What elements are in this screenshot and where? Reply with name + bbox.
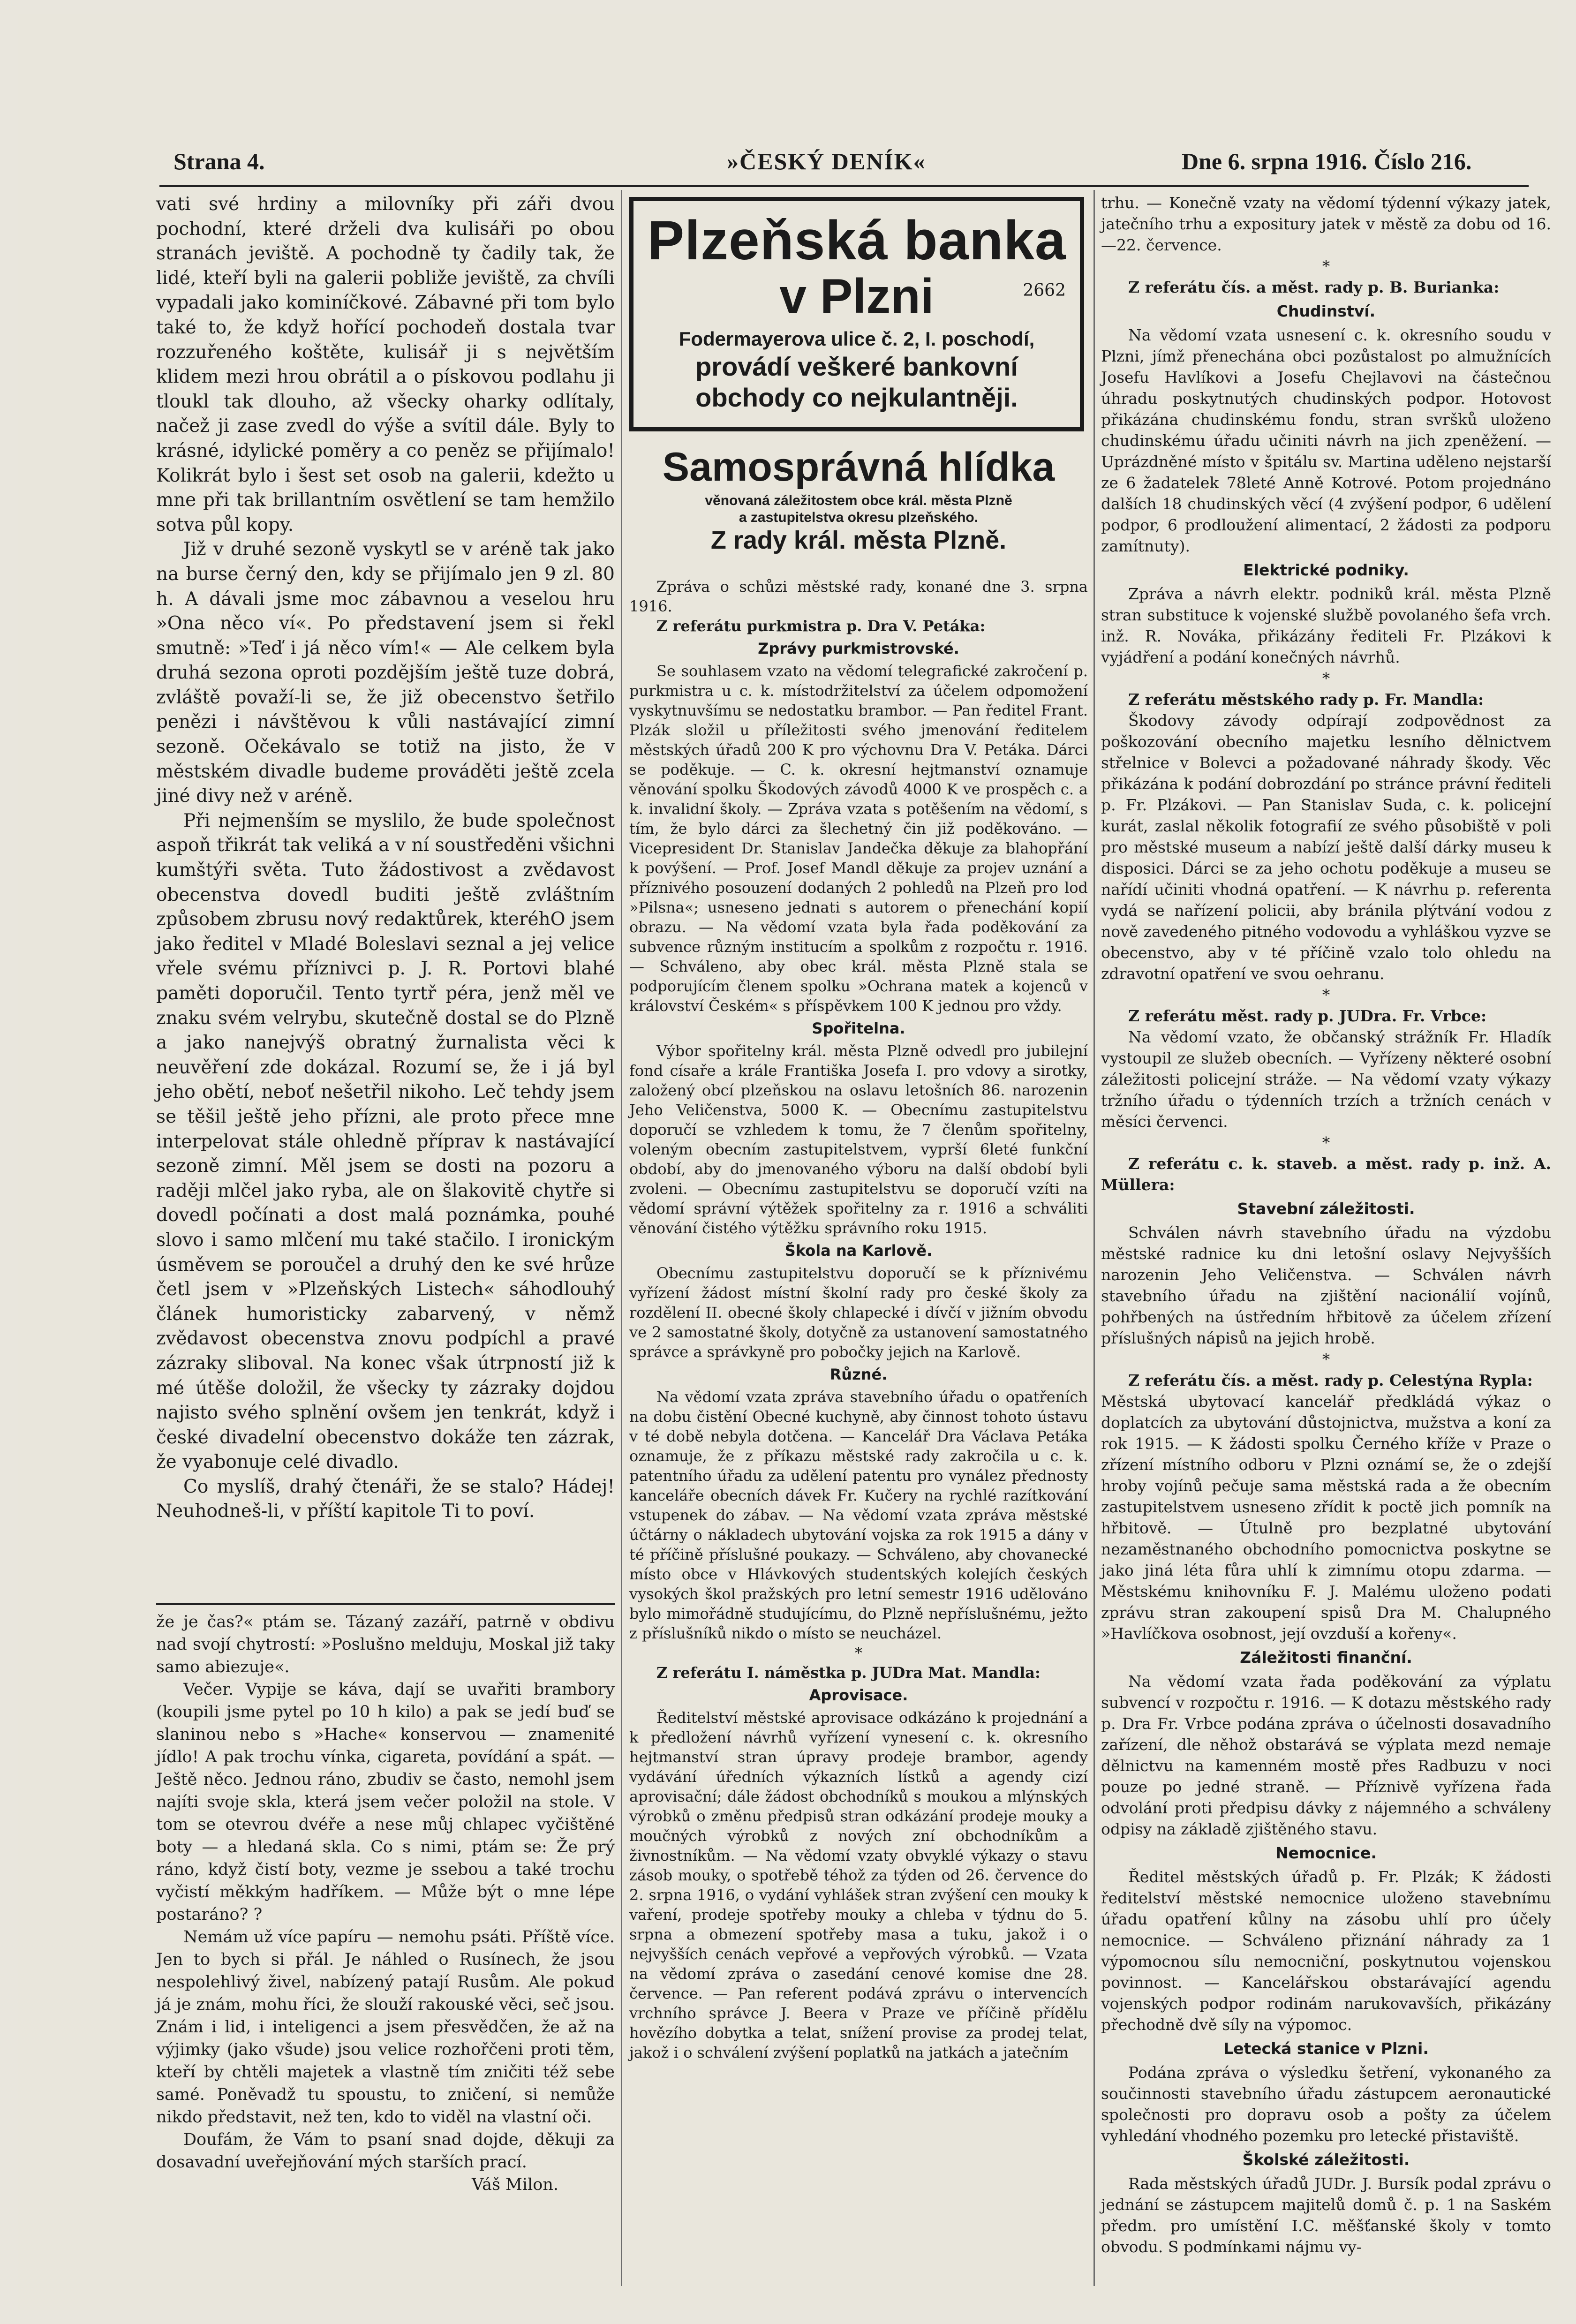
paragraph: Již v druhé sezoně vyskytl se v aréně tak jako na burse černý den, kdy se přijímalo jen 9 zl. 80 h. A dávali jsme moc zábavnou a veselou hru »Ona něco ví«. Po představení jsem si řekl smutně: »Teď i já něco vím!« — Ale celkem byla druhá sezona oproti pozdějším ještě tuze dobrá, zvláště považí-li se, že již obecenstvo šetřilo penězi i návštěvou k vůli nastávající zimní sezoně. Očekávalo se totiž na jisto, že v městském divadle budeme prováděti ještě zcela jiné divy než v aréně. (156, 539, 615, 807)
column-1-letter (156, 1611, 615, 2196)
paragraph: trhu. — Konečně vzaty na vědomí týdenní výkazy jatek, jatečního trhu a expositury jatek v městě za dobu od 16.—22. července. (1101, 194, 1551, 254)
paragraph: Na vědomí vzata zpráva stavebního úřadu o opatřeních na dobu čistění Obecné kuchyně, aby činnost tohoto ústavu v té době nebyla dotčena. — Kancelář Dra Václava Petáka oznamuje, že z příkazu městské rady zakročila u c. k. patentního úřadu za udělení patentu pro vynález přednosty kanceláře obecních dávek Fr. Kučery na rychlé razítkování vstupenek do zábav. — Na vědomí vzata zpráva městské účtárny o nákladech ubytování vojska za rok 1915 a dány v té příčině příslušné poukazy. — Schváleno, aby chovanecké místo obce v Hlávkových studentských kolejích českých vysokých škol pražských pro letní semestr 1916 udělováno bylo mimořádně studujícímu, do Plzně nepříslušnému, ježto z příslušníků nikdo o místo se neucházel. (629, 1388, 1088, 1642)
subheading: Letecká stanice v Plzni. (1223, 2039, 1429, 2058)
subheading: Záležitosti finanční. (1240, 1648, 1412, 1667)
ad-address: Fodermayerova ulice č. 2, I. poschodí, (679, 328, 1035, 350)
subheading: Škola na Karlově. (784, 1242, 933, 1260)
paragraph: že je čas?« ptám se. Tázaný zazáří, patrně v obdivu nad svojí chytrostí: »Poslušno melduju, Moskal již taky samo abiezuje«. (156, 1613, 615, 1676)
referent-heading: Z referátu čís. a měst. rady p. B. Burianka: (1128, 278, 1500, 296)
subheading: Stavební záležitosti. (1237, 1200, 1415, 1218)
ad-number: 2662 (1023, 281, 1066, 300)
signature: Váš Milon. (472, 2175, 558, 2194)
column-1-article (156, 192, 615, 1524)
bank-advertisement (629, 197, 1084, 431)
referent-heading: Z referátu měst. rady p. JUDra. Fr. Vrbce: (1128, 1007, 1487, 1025)
referent-heading: Z referátu purkmistra p. Dra V. Petáka: (656, 617, 986, 635)
separator-asterisk: * (1322, 986, 1330, 1004)
subheading: Chudinství. (1276, 302, 1376, 320)
column-3-reports (1101, 192, 1551, 2257)
paragraph: Se souhlasem vzato na vědomí telegrafické zakročení p. purkmistra u c. k. místodržitelství za účelem odpomožení vyskytnuvšímu se nedostatku brambor. — Pan ředitel Frant. Plzák složil u příležitosti svého jmenování ředitelem městských úřadů 200 K pro výchovnu Dra V. Petáka. Dárci se poděkuje. — C. k. okresní hejtmanství oznamuje věnování spolku Škodových závodů 4000 K ve prospěch c. a k. invalidní školy. — Zpráva vzata s potěšením na vědomí, s tím, že bylo dárci za šlechetný čin již poděkováno. — Vicepresident Dr. Stanislav Jandečka děkuje za blahopřání k povýšení. — Prof. Josef Mandl děkuje za projev uznání a příznivého posouzení dodaných 2 pohledů na Plzeň pro lod »Pilsna«; usneseno jednati s autorem o přenechání kopií obrazu. — Na vědomí vzata byla řada poděkování za subvence různým institucím a spolkům z rozpočtu r. 1916. — Schváleno, aby obec král. města Plzně stala se podporujícím členem spolku »Ochrana matek a kojenců v království Českém« s příspěvkem 100 K jednou pro vždy. (629, 662, 1088, 1015)
referent-heading: Z referátu I. náměstka p. JUDra Mat. Mandla: (656, 1664, 1041, 1682)
subheading: Nemocnice. (1275, 1844, 1377, 1862)
paragraph: Škodovy závody odpírají zodpovědnost za poškozování obecního majetku lesního dělnictvem střelnice v Bolevci a požadované náhrady škody. Věc přikázána k podání dobrozdání po stránce právní řediteli p. Fr. Plzákovi. — Pan Stanislav Suda, c. k. policejní kurát, zaslal několik fotografií ze svého působiště v poli pro městské museum a nabízí ještě další dárky museu k disposici. Dárci se za jeho ochotu poděkuje a museu se nařídí učiniti vhodná opatření. — K návrhu p. referenta vydá se nařízení policii, aby bránila plýtvání vodou z nově zavedeného pitného vodovodu a vyhláškou vyzve se obecenstvo, aby v té příčině vzalo tolo ohledu na zdravotní opatření ve svou oehranu. (1101, 711, 1551, 983)
ad-city: v Plzni (779, 269, 934, 324)
separator-asterisk: * (1322, 1350, 1330, 1368)
separator-asterisk: * (1322, 1133, 1330, 1152)
subheading: Elektrické podniky. (1243, 561, 1409, 579)
section-heading: Z rady král. města Plzně. (710, 526, 1007, 554)
paragraph: Rada městských úřadů JUDr. J. Bursík podal zprávu o jednání se zástupcem majitelů domů č. p. 1 na Saském předm. pro umístění I.C. měšťanské školy v tomto obvodu. S podmínkami nájmu vy- (1101, 2174, 1551, 2256)
paragraph: Při nejmenším se myslilo, že bude společnost aspoň třikrát tak veliká a v ní soustředěni všichni kumštýři světa. Tuto žádostivost a zvědavost obecenstva dovedl buditi ještě zvláštním způsobem zbrusu nový redaktůrek, kteréhO jsem jako ředitel v Mladé Boleslavi seznal a jej velice vřele svému příznivci p. J. R. Portovi blahé paměti doporučil. Tento tyrtř péra, jenž měl ve znaku svém velrybu, skutečně dostal se do Plzně a jako nanejvýš obratný žurnalista věci k neuvěření zde dokázal. Rozumí se, že i já byl jeho obětí, neboť nešetřil nikoho. Leč tehdy jsem se těšil ještě jeho přízni, ale proto přece mne interpelovat stále ohledně příprav k nastávající sezoně zimní. Měl jsem se dosti na pozoru a raději mlčel jako ryba, ale on šlakovitě chytře si dovedl počínati a dost malá poznámka, pouhé slovo i samo mlčení mu také stačilo. I ironickým úsměvem se poroučel a druhý den ke své hrůze četl jsem v »Plzeňských Listech« sáhodlouhý článek humoristicky zabarvený, v němž zvědavost obecenstva znovu podpíchl a pravé zázraky sliboval. Na konec však útrpností již k mé útěše doložil, že všecky ty zázraky dojdou najisto svého splnění ovšem jen tenkrát, když i české divadelní obecenstvo dokáže ten zázrak, že vyabonuje celé divadlo. (156, 810, 615, 1473)
paragraph: vati své hrdiny a milovníky při záři dvou pochodní, které drželi dva kulisáři po obou stranách jeviště. A pochodně ty čadily tak, že lidé, kteří byli na galerii pobliže jeviště, za chvíli vypadali jako kominíčkové. Zábavné při tom bylo také to, že když hořící pochodeň dostala tvar rozzuřeného koštěte, kulisář ji s největším klidem mezi hrou obrátil a o pískovou podlahu ji tloukl tak dlouho, až všecky oharky odlítaly, načež ji zase zvedl do výše a svítil dále. Byly to krásné, idylické poměry a co peněz se přijímalo! Kolikrát bylo i šest set osob na galerii, kdežto u mne při tak brillantním osvětlení se tam hemžilo sotva půl kopy. (156, 194, 615, 536)
subheading: Spořitelna. (812, 1019, 905, 1037)
paragraph: Na vědomí vzato, že občanský strážník Fr. Hladík vystoupil ze služeb obecních. — Vyřízeny některé osobní záležitosti policejní stráže. — Na vědomí vzaty výkazy tržního úřadu o týdenních trzích a tržních cenách v měsíci červenci. (1101, 1028, 1551, 1131)
separator-asterisk: * (855, 1644, 862, 1662)
subheading: Různé. (829, 1366, 888, 1383)
subheading: Zprávy purkmistrovské. (758, 640, 959, 657)
referent-heading: Z referátu městského rady p. Fr. Mandla: (1128, 690, 1484, 709)
section-subtitle-line-2: a zastupitelstva okresu plzeňského. (739, 510, 979, 525)
paragraph: Zpráva a návrh elektr. podniků král. města Plzně stran substituce k vojenské službě povolaného šefa vrch. inž. R. Nováka, přikázány řediteli Fr. Plzákovi k vyjádření a podání konečných návrhů. (1101, 585, 1551, 666)
paragraph: Ředitelství městské aprovisace odkázáno k projednání a k předložení návrhů vyřízení vynesení c. k. okresního hejtmanství stran úpravy prodeje brambor, agendy vydávání úředních výkazních lístků a agendy cizí aprovisační; dále žádost obchodníků s moukou a mlýnských výrobků o změnu předpisů stran odkázání prodeje mouky a moučných výrobků z nových zní obchodníkům a živnostníkům. — Na vědomí vzaty obvyklé výkazy o stavu zásob mouky, o spotřebě téhož za týden od 26. července do 2. srpna 1916, o vydání vyhlášek stran zvýšení cen mouky k vaření, prodeje spotřeby mouky a chleba v týdnu do 5. srpna a obmezení spotřeby masa a tuku, jakož i o nejvyšších cenách vepřové a vepřových výrobků. — Vzata na vědomí zpráva o zasedání cenové komise dne 28. července. — Pan referent podává zprávu o intervencích vrchního správce J. Beera v Praze ve příčině přídělu hovězího dobytka a telat, snížení provise za prodej telat, jakož i o schválení zvýšení poplatků na jatkách a jatečním (629, 1709, 1088, 2061)
paragraph: Ředitel městských úřadů p. Fr. Plzák; K žádosti ředitelství městské nemocnice uloženo stavebnímu úřadu opatření kůlny na zásobu uhlí pro účely nemocnice. — Schváleno přiznání náhrady za 1 výpomocnou sílu nemocniční, poskytnutou vojenskou povinnost. — Kancelářskou obstarávající agendu vojenských podpor rodinám narukovavších, přikázány přechodně dvě síly na výpomoc. (1101, 1868, 1551, 2034)
subheading: Aprovisace. (809, 1686, 908, 1704)
ad-slogan-1: provádí veškeré bankovní (695, 352, 1018, 381)
paragraph: Doufám, že Vám to psaní snad dojde, děkuji za dosavadní uveřejňování mých starších prací. (156, 2130, 615, 2172)
section-title: Samosprávná hlídka (662, 445, 1055, 490)
referent-heading: Z referátu c. k. staveb. a měst. rady p. inž. A. Müllera: (1101, 1154, 1551, 1194)
paragraph: Zpráva o schůzi městské rady, konané dne 3. srpna 1916. (629, 578, 1088, 615)
ad-bank-name: Plzeňská banka (647, 210, 1066, 272)
page-header (173, 148, 1519, 181)
issue-number: Číslo 216. (1374, 148, 1472, 174)
paragraph: Na vědomí vzata usnesení c. k. okresního soudu v Plzni, jímž přenechána obci pozůstalost po almužnících Josefu Havlíkovi a Josefu Chejlavovi na částečnou úhradu poskytnutých chudinských podpor. Hotovost přikázána chudinskému fondu, stran svršků uloženo chudinskému úřadu učiniti návrh na jich zpeněžení. — Uprázdněné místo v špitálu sv. Martina uděleno nejstarší ze 6 žadatelek 78leté Anně Kotrové. Potom projednáno dalších 18 chudinských věcí (4 zvýšení podpor, 6 udělení podpor, 6 prodloužení alimentací, 2 žádosti za podporu zamítnuty). (1101, 326, 1551, 555)
page-number: Strana 4. (173, 148, 265, 174)
paragraph: Večer. Vypije se káva, dají se uvařiti brambory (koupili jsme pytel po 10 h kilo) a pak se jedí buď se slaninou nebo s »Hache« konservou — znamenité jídlo! A pak trochu vínka, cigareta, povídání a spát. — Ještě něco. Jednou ráno, zbudiv se často, nemohl jsem najíti svoje skla, která jsem večer položil na stole. V tom se otevrou dvéře a nese můj chlapec vyčištěné boty — a hledaná skla. Co s nimi, ptám se: Že prý ráno, když čistí boty, vezme je ssebou a také trochu vyčistí měkkým hadříkem. — Může být o mne lépe postaráno? ? (156, 1680, 615, 1924)
section-subtitle (629, 492, 1088, 526)
paragraph: Schválen návrh stavebního úřadu na výzdobu městské radnice ku dni letošní oslavy Nejvyšších narozenin Jeho Veličenstva. — Schválen návrh stavebního úřadu na zjištění nacionálií vojínů, pohřbených na ústředním hřbitově za účelem zřízení příslušných nápisů na jejich hrobě. (1101, 1223, 1551, 1347)
column-2-reports (629, 577, 1088, 2062)
subheading: Školské záležitosti. (1242, 2150, 1410, 2169)
separator-asterisk: * (1322, 669, 1330, 687)
paragraph: Výbor spořitelny král. města Plzně odvedl pro jubilejní fond císaře a krále Františka Josefa I. pro vdovy a sirotky, založený obcí plzeňskou na oslavu letošních 86. narozenin Jeho Veličenstva, 5000 K. — Obecnímu zastupitelstvu doporučí se vzhledem k tomu, že 7 členům spořitelny, voleným obecním zastupitelstvem, vyprší 6leté funkční období, aby do jmenovaného výboru na další období byli zvoleni. — Obecnímu zastupitelstvu se doporučí vzíti na vědomí správní výtěžek spořitelny za r. 1916 a schváliti věnování čistého výtěžku správního roku 1915. (629, 1042, 1088, 1237)
header-rule (159, 185, 1529, 187)
issue-date: Dne 6. srpna 1916. (1182, 148, 1367, 174)
section-subtitle-line-1: věnovaná záležitostem obce král. města Plzně (705, 493, 1012, 508)
paragraph: Na vědomí vzata řada poděkování za výplatu subvencí v rozpočtu r. 1916. — K dotazu městského rady p. Dra Fr. Vrbce podána zpráva o účelnosti dosavadního zařízení, dle něhož obstarává se výplata mezd nemaje dělnictvu na kamenném mostě přes Radbuzu v noci pouze po jedné straně. — Příznivě vyřízena řada odvolání proti předpisu dávky z nájemného a schváleny odpisy na základě zjištěného stavu. (1101, 1672, 1551, 1838)
paragraph: Nemám už více papíru — nemohu psáti. Příště více. Jen to bych si přál. Je náhled o Rusínech, že jsou nespolehlivý živel, nabízený patají Rusům. Ale pokud já je znám, mohu říci, že slouží rakouské věci, seč jsou. Znám i lid, i inteligenci a jsem přesvědčen, že až na výjimky (jako všude) jsou velice rozhořčeni proti těm, kteří by chtěli majetek a vlastně tím zničiti též sebe samé. Poněvadž tu spoustu, to zničení, si nemůže nikdo představit, než ten, kdo to viděl na vlastní oči. (156, 1928, 615, 2127)
column-rule-1 (621, 190, 622, 2286)
referent-heading: Z referátu čís. a měst. rady p. Celestýna Rypla: (1128, 1371, 1533, 1389)
paragraph: Podána zpráva o výsledku šetření, vykonaného za součinnosti stavebního úřadu zástupcem aeronautické společnosti pro dopravu osob a pošty za účelem vyhledání vhodného pozemku pro letecké přistaviště. (1101, 2063, 1551, 2145)
paragraph: Městská ubytovací kancelář předkládá výkaz o doplatcích za ubytování důstojnictva, mužstva a koní za rok 1915. — K žádosti spolku Černého kříže v Praze o zřízení místního odboru v Plzni oznámí se, že o zdejší hroby vojínů pečuje sama městská rada a že obecním zastupitelstvem usneseno zřídit k poctě jich pomník na hřbitově. — Útulně pro bezplatné ubytování nezaměstnaného obchodního pomocnictva poskytne se jako jiná léta fůra uhlí k zimnímu otopu zdarma. — Městskému knihovníku F. J. Malému uloženo podati zprávu stran zakoupení spisů Dra M. Chalupného »Havlíčkova osobnost, její ovzduší a kořeny«. (1101, 1392, 1551, 1643)
separator-asterisk: * (1322, 257, 1330, 275)
column-1-divider (156, 1603, 615, 1605)
column-rule-2 (1093, 190, 1095, 2286)
newspaper-title: »ČESKÝ DENÍK« (727, 148, 926, 174)
ad-slogan-2: obchody co nejkulantněji. (695, 383, 1018, 412)
paragraph: Obecnímu zastupitelstvu doporučí se k příznivému vyřízení žádost místní školní rady pro české školy za rozdělení II. obecné školy chlapecké i dívčí v jižním obvodu ve 2 samostatné školy, dotyčně za ustanovení samostatného správce a správkyně pro pobočky jejich na Karlově. (629, 1264, 1088, 1361)
paragraph: Co myslíš, drahý čtenáři, že se stalo? Hádej! Neuhodneš-li, v příští kapitole Ti to poví. (156, 1476, 615, 1522)
